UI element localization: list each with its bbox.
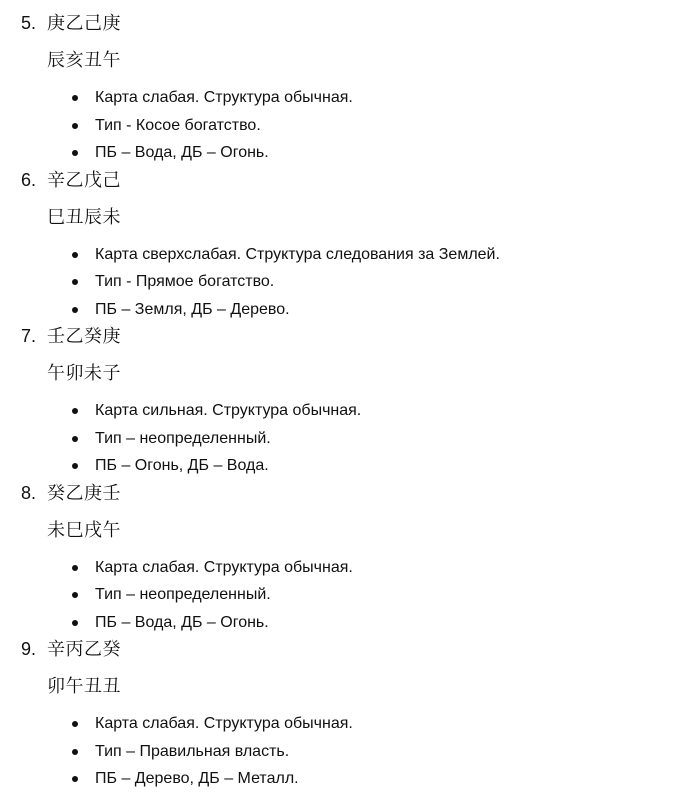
bullet-icon: [72, 776, 78, 782]
earthly-branches: 未巳戌午: [47, 519, 121, 540]
heavenly-stems: 辛丙乙癸: [47, 639, 121, 659]
earthly-branches: 午卯未子: [47, 363, 121, 383]
list-entry-9: 9. 辛丙乙癸 卯午丑丑 Карта слабая. Структура обычная. Тип – Правильная власть. ПБ – Дерево, ДБ – Металл.: [0, 634, 686, 791]
entry-number: 9.: [21, 639, 37, 659]
bullet-icon: [72, 463, 78, 469]
bullet-icon: [72, 592, 78, 598]
earthly-branches: 辰亥丑午: [47, 50, 121, 70]
entry-heading: [21, 165, 121, 195]
entry-number: 8.: [21, 482, 37, 503]
bullet-icon: [72, 436, 78, 442]
list-entry-8: 8. 癸乙庚壬 未巳戌午 Карта слабая. Структура обычная. Тип – неопределенный. ПБ – Вода, ДБ – Огонь.: [0, 478, 686, 635]
entry-heading: [21, 478, 121, 508]
entry-heading: [21, 634, 121, 664]
heavenly-stems: 庚乙己庚: [47, 13, 121, 33]
entry-number: 5.: [21, 13, 37, 33]
earthly-branches: 卯午丑丑: [47, 676, 121, 696]
list-entry-6: 6. 辛乙戊己 巳丑辰未 Карта сверхслабая. Структура следования за Землей. Тип - Прямое богатство. ПБ – Земля, ДБ – Дерево.: [0, 165, 686, 322]
entry-heading: [21, 8, 121, 38]
bullet-icon: [72, 95, 78, 101]
bullet-icon: [72, 123, 78, 129]
list-entry-7: 7. 壬乙癸庚 午卯未子 Карта сильная. Структура обычная. Тип – неопределенный. ПБ – Огонь, ДБ – Вода.: [0, 321, 686, 478]
bullet-icon: [72, 620, 78, 626]
earthly-branches: 巳丑辰未: [47, 206, 121, 227]
bullet-icon: [72, 408, 78, 414]
bullet-icon: [72, 279, 78, 285]
entry-number: 7.: [21, 326, 37, 346]
entry-number: 6.: [21, 169, 37, 190]
bullet-icon: [72, 150, 78, 156]
bullet-icon: [72, 565, 78, 571]
heavenly-stems: 癸乙庚壬: [47, 482, 121, 503]
document-body: [0, 8, 686, 791]
heavenly-stems: 壬乙癸庚: [47, 326, 121, 346]
bullet-icon: [72, 252, 78, 258]
heavenly-stems: 辛乙戊己: [47, 169, 121, 190]
list-entry-5: 5. 庚乙己庚 辰亥丑午 Карта слабая. Структура обычная. Тип - Косое богатство. ПБ – Вода, ДБ – Огонь.: [0, 8, 686, 165]
bullet-icon: [72, 749, 78, 755]
bullet-icon: [72, 721, 78, 727]
bullet-icon: [72, 307, 78, 313]
entry-heading: [21, 321, 121, 351]
